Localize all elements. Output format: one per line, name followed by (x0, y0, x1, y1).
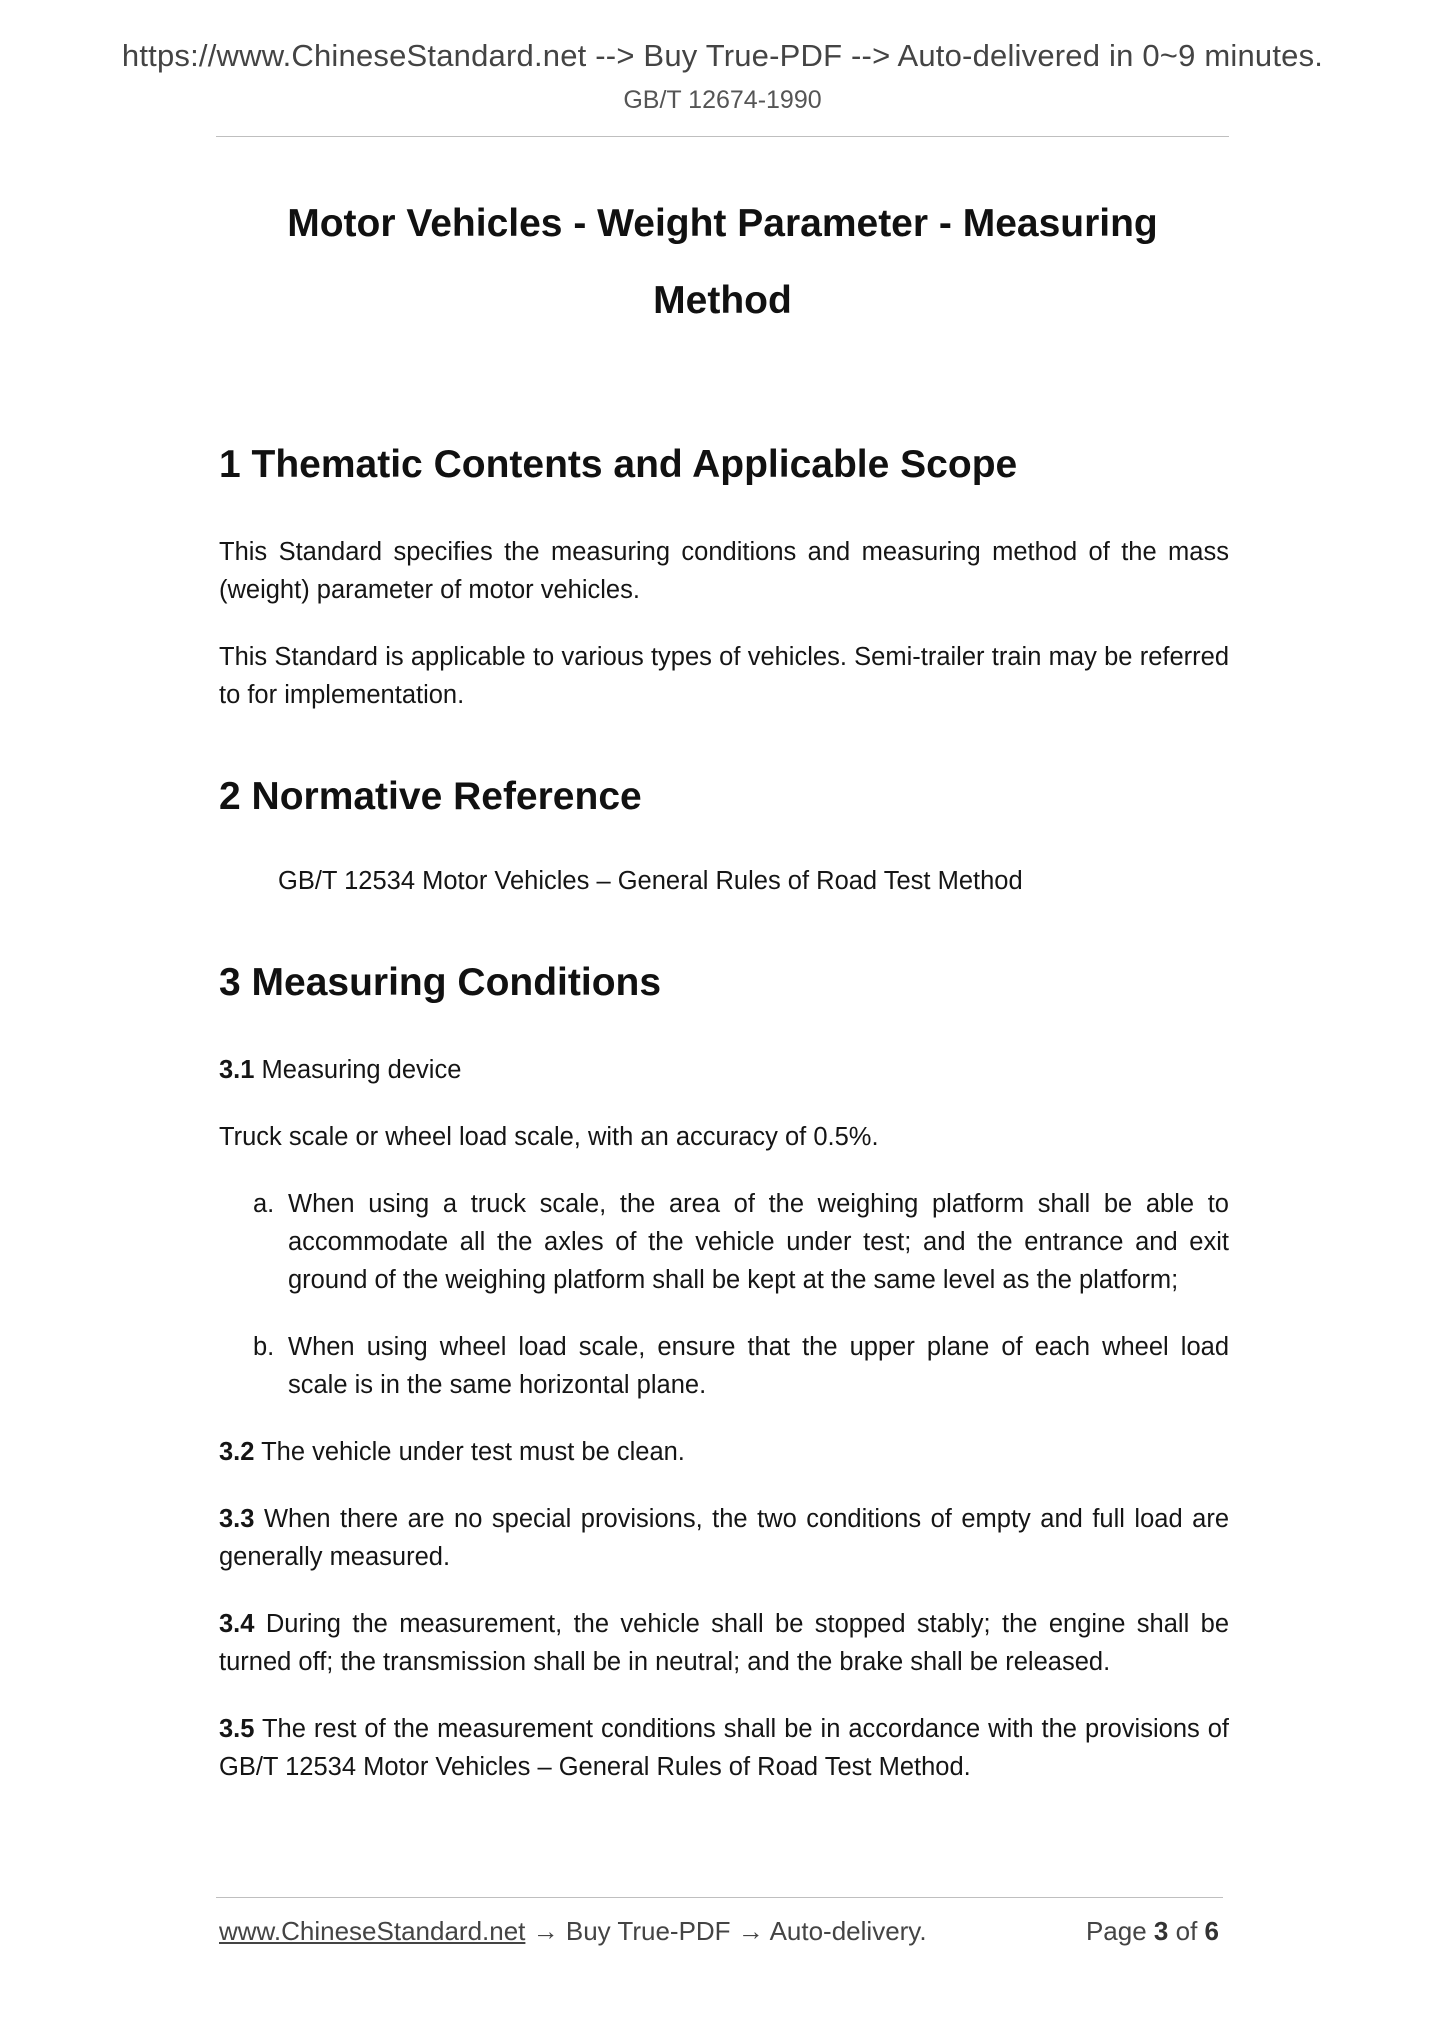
page-of-label: of (1168, 1916, 1205, 1946)
footer-divider (216, 1897, 1223, 1898)
section-1-heading: 1 Thematic Contents and Applicable Scope (219, 443, 1018, 486)
section-1-paragraph-1: This Standard specifies the measuring conditions and measuring method of the mass (weight) parameter of motor vehicles. (219, 538, 1229, 604)
page-indicator (1086, 1916, 1219, 1947)
total-page-count: 6 (1204, 1916, 1219, 1946)
clause-text: During the measurement, the vehicle shall be stopped stably; the engine shall be turned off; the transmission shall be in neutral; and the brake shall be released. (219, 1610, 1229, 1676)
header-banner: https://www.ChineseStandard.net --> Buy True-PDF --> Auto-delivered in 0~9 minutes. (121, 38, 1324, 73)
title-line-1: Motor Vehicles - Weight Parameter - Measuring (287, 202, 1158, 245)
document-body (219, 440, 1229, 1786)
clause-3-2 (219, 1433, 1229, 1471)
title-line-2: Method (653, 279, 792, 322)
section-2-heading: 2 Normative Reference (219, 775, 642, 818)
clause-text: When there are no special provisions, the two conditions of empty and full load are generally measured. (219, 1505, 1229, 1571)
document-title (216, 185, 1229, 339)
clause-number: 3.2 (219, 1438, 255, 1466)
list-marker: a. (253, 1190, 275, 1218)
list-marker: b. (253, 1333, 275, 1361)
document-code: GB/T 12674-1990 (623, 86, 822, 114)
page-footer (219, 1916, 1223, 1947)
clause-3-1 (219, 1051, 1229, 1089)
clause-text: The rest of the measurement conditions shall be in accordance with the provisions of GB/T 12534 Motor Vehicles – General Rules of Road Test Method. (219, 1715, 1229, 1781)
clause-3-1-body: Truck scale or wheel load scale, with an accuracy of 0.5%. (219, 1123, 879, 1151)
header-divider (216, 136, 1229, 137)
section-1-paragraph-2: This Standard is applicable to various types of vehicles. Semi-trailer train may be referred to for implementation. (219, 643, 1229, 709)
clause-3-4 (219, 1605, 1229, 1681)
page-label: Page (1085, 1916, 1154, 1946)
clause-3-5 (219, 1710, 1229, 1786)
current-page-number: 3 (1153, 1916, 1169, 1946)
list-item-a (219, 1185, 1229, 1299)
list-item-text: When using wheel load scale, ensure that the upper plane of each wheel load scale is in the same horizontal plane. (288, 1333, 1229, 1399)
clause-text: Measuring device (254, 1056, 462, 1084)
section-3-heading: 3 Measuring Conditions (219, 961, 662, 1004)
footer-website-link[interactable]: www.ChineseStandard.net (219, 1916, 526, 1946)
clause-text: The vehicle under test must be clean. (254, 1438, 685, 1466)
footer-tagline: → Buy True-PDF → Auto-delivery. (525, 1916, 927, 1946)
clause-number: 3.3 (219, 1505, 255, 1533)
list-item-text: When using a truck scale, the area of the weighing platform shall be able to accommodate all the axles of the vehicle under test; and the entrance and exit ground of the weighing platform shall be kept at the same level as the platform; (288, 1190, 1229, 1294)
clause-number: 3.4 (219, 1610, 255, 1638)
list-item-b (219, 1328, 1229, 1404)
clause-3-3 (219, 1500, 1229, 1576)
clause-number: 3.5 (219, 1715, 255, 1743)
normative-reference-item: GB/T 12534 Motor Vehicles – General Rules of Road Test Method (278, 867, 1023, 895)
clause-number: 3.1 (219, 1056, 255, 1084)
